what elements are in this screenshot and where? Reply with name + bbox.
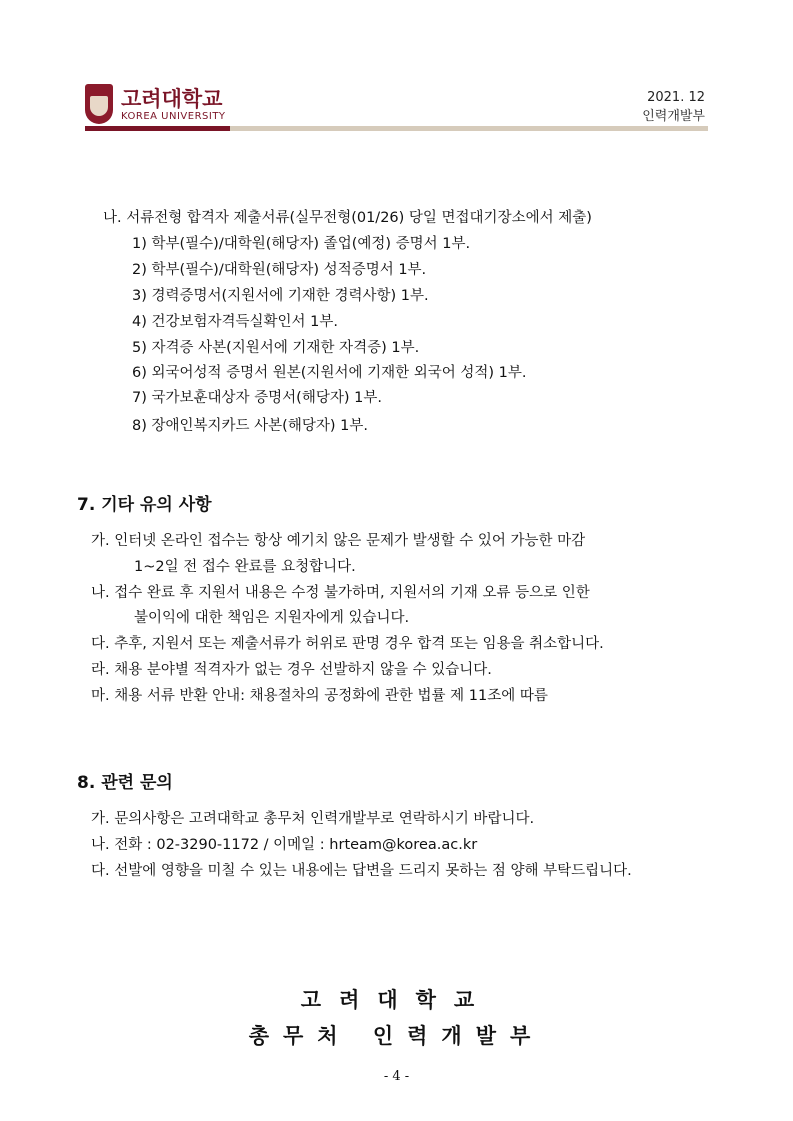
contact-line: 다. 선발에 영향을 미칠 수 있는 내용에는 답변을 드리지 못하는 점 양해 부탁드립니다.	[91, 863, 632, 879]
notice-line: 마. 채용 서류 반환 안내: 채용절차의 공정화에 관한 법률 제 11조에 따름	[91, 688, 548, 704]
notice-line: 가. 인터넷 온라인 접수는 항상 예기치 않은 문제가 발생할 수 있어 가능한 마감	[91, 533, 586, 549]
footer-university: 고려대학교	[300, 988, 493, 1012]
section-8-heading: 8. 관련 문의	[77, 773, 173, 793]
notice-line: 다. 추후, 지원서 또는 제출서류가 허위로 판명 경우 합격 또는 임용을 취소합니다.	[91, 636, 604, 652]
notice-line: 라. 채용 분야별 적격자가 없는 경우 선발하지 않을 수 있습니다.	[91, 662, 492, 678]
page-number: - 4 -	[383, 1069, 410, 1084]
contact-line: 나. 전화 : 02-3290-1172 / 이메일 : hrteam@korea.ac.kr	[91, 837, 478, 853]
contact-line: 가. 문의사항은 고려대학교 총무처 인력개발부로 연락하시기 바랍니다.	[91, 811, 535, 827]
footer-dept: 총무처 인력개발부	[248, 1024, 545, 1048]
logo-korean: 고려대학교	[121, 86, 223, 111]
doc-item: 7) 국가보훈대상자 증명서(해당자) 1부.	[132, 390, 382, 406]
section-7-heading: 7. 기타 유의 사항	[77, 495, 212, 515]
header-rule	[85, 126, 708, 131]
notice-line: 불이익에 대한 책임은 지원자에게 있습니다.	[134, 610, 410, 626]
doc-item: 5) 자격증 사본(지원서에 기재한 자격증) 1부.	[132, 340, 420, 356]
doc-item: 6) 외국어성적 증명서 원본(지원서에 기재한 외국어 성적) 1부.	[132, 365, 527, 381]
header-dept: 인력개발부	[642, 109, 705, 124]
notice-line: 나. 접수 완료 후 지원서 내용은 수정 불가하며, 지원서의 기재 오류 등으로 인한	[91, 585, 590, 601]
doc-item: 2) 학부(필수)/대학원(해당자) 성적증명서 1부.	[132, 262, 427, 278]
notice-line: 1~2일 전 접수 완료를 요청합니다.	[134, 559, 356, 575]
doc-item: 8) 장애인복지카드 사본(해당자) 1부.	[132, 418, 368, 434]
doc-item: 4) 건강보험자격득실확인서 1부.	[132, 314, 339, 330]
shield-icon	[85, 84, 113, 124]
logo-english: KOREA UNIVERSITY	[121, 110, 226, 122]
doc-item: 3) 경력증명서(지원서에 기재한 경력사항) 1부.	[132, 288, 429, 304]
header-date: 2021. 12	[647, 90, 705, 105]
university-logo	[85, 84, 226, 124]
docs-title: 나. 서류전형 합격자 제출서류(실무전형(01/26) 당일 면접대기장소에서 제출)	[103, 210, 592, 226]
doc-item: 1) 학부(필수)/대학원(해당자) 졸업(예정) 증명서 1부.	[132, 236, 471, 252]
